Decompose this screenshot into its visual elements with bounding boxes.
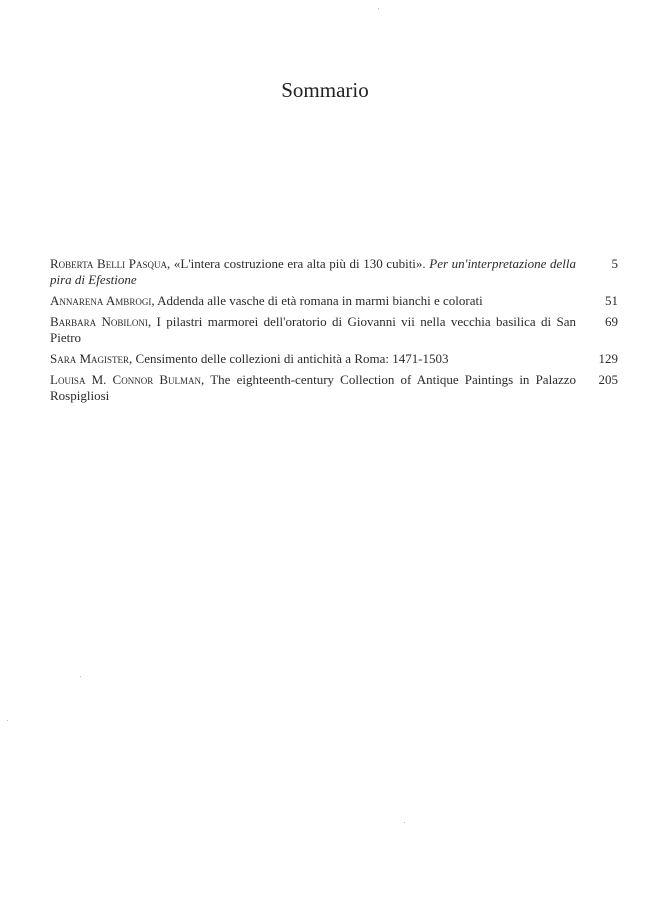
toc-title: , «L'intera costruzione era alta più di 130 cubiti». (167, 256, 430, 271)
toc-title-italic: Per un'interpretazione della pira di Efestione (50, 256, 576, 287)
scan-speck (404, 822, 405, 823)
toc-page-number: 205 (598, 372, 618, 387)
toc-entry-text (50, 372, 576, 404)
toc-page-number: 51 (605, 293, 618, 308)
toc-entry[interactable] (50, 351, 618, 367)
table-of-contents (50, 256, 618, 409)
toc-title: , I pilastri marmorei dell'oratorio di Giovanni vii nella vecchia basilica di San Pietro (50, 314, 577, 345)
toc-page-number: 69 (605, 314, 618, 329)
toc-title: , Addenda alle vasche di età romana in marmi bianchi e colorati (151, 293, 483, 308)
toc-author: Roberta Belli Pasqua (50, 256, 168, 271)
toc-entry[interactable] (50, 372, 618, 404)
toc-page-number: 5 (611, 256, 618, 271)
toc-entry[interactable] (50, 256, 618, 288)
toc-title: , Censimento delle collezioni di antichità a Roma: 1471-1503 (129, 351, 449, 366)
toc-author: Louisa M. Connor Bulman (50, 372, 202, 387)
toc-page-number: 129 (598, 351, 618, 366)
scan-speck (80, 676, 81, 677)
toc-entry[interactable] (50, 293, 618, 309)
toc-entry-text (50, 314, 576, 346)
scan-speck (378, 8, 379, 9)
toc-author: Sara Magister (50, 351, 130, 366)
toc-title: , The eighteenth-century Collection of Antique Paintings in Palazzo Rospigliosi (50, 372, 577, 403)
scan-speck (7, 720, 8, 721)
toc-entry-text (50, 351, 576, 367)
toc-entry[interactable] (50, 314, 618, 346)
toc-author: Annarena Ambrogi (50, 293, 152, 308)
page-title: Sommario (281, 78, 369, 102)
toc-entry-text (50, 293, 576, 309)
toc-entry-text (50, 256, 576, 288)
toc-author: Barbara Nobiloni (50, 314, 148, 329)
